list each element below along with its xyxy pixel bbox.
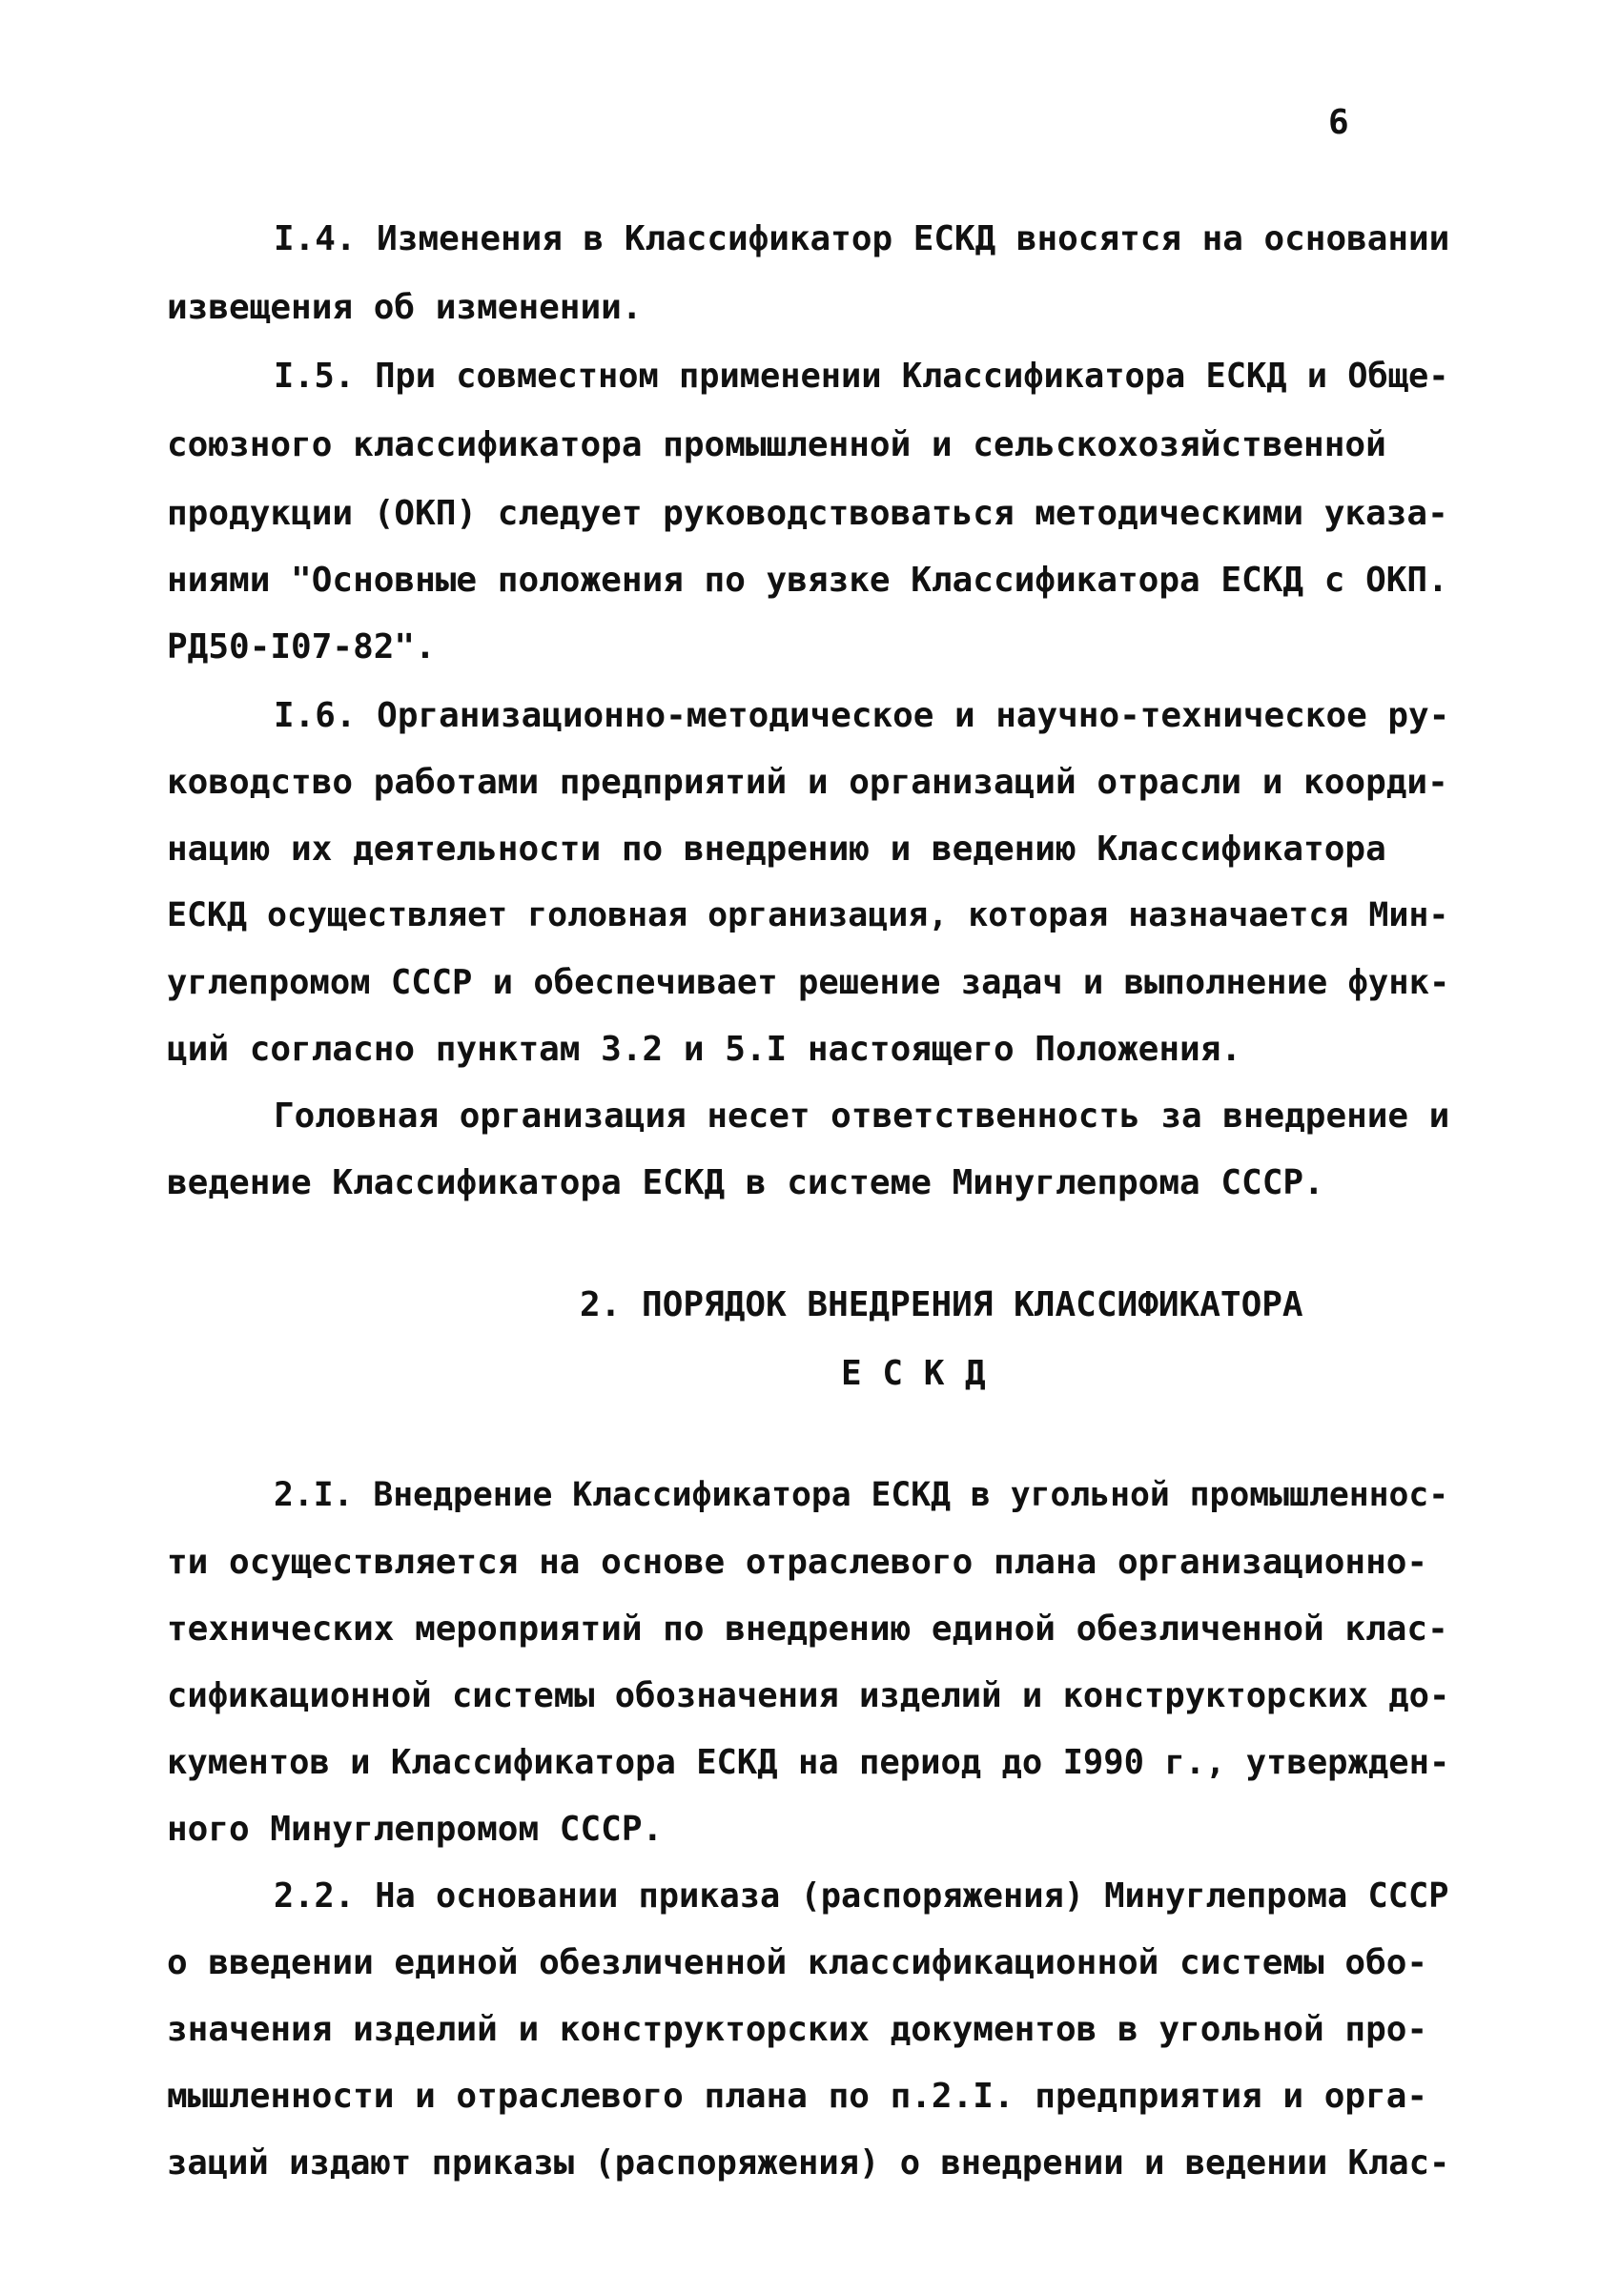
paragraph-2-2-line-1: 2.2. На основании приказа (распоряжения) Минуглепрома СССР (274, 1876, 1449, 1916)
paragraph-2-1-line-1: 2.I. Внедрение Классификатора ЕСКД в угольной промышленнос- (274, 1476, 1449, 1514)
paragraph-2-2-line-5: заций издают приказы (распоряжения) о внедрении и ведении Клас- (167, 2143, 1450, 2183)
paragraph-2-1-line-2: ти осуществляется на основе отраслевого плана организационно- (167, 1543, 1428, 1582)
paragraph-1-5-line-1: I.5. При совместном применении Классификатора ЕСКД и Обще- (274, 357, 1449, 396)
paragraph-2-2-line-2: о введении единой обезличенной классификационной системы обо- (167, 1943, 1428, 1982)
section-heading-line-2: Е С К Д (841, 1354, 986, 1393)
paragraph-1-6-line-4: ЕСКД осуществляет головная организация, которая назначается Мин- (167, 896, 1449, 934)
paragraph-2-2-line-4: мышленности и отраслевого плана по п.2.I. предприятия и орга- (167, 2077, 1428, 2116)
paragraph-2-2-line-3: значения изделий и конструкторских документов в угольной про- (167, 2010, 1428, 2049)
paragraph-1-5-line-5: РД50-I07-82". (167, 627, 436, 666)
page-number: 6 (1328, 103, 1349, 142)
section-heading-line-1: 2. ПОРЯДОК ВНЕДРЕНИЯ КЛАССИФИКАТОРА (580, 1285, 1303, 1324)
paragraph-1-6-line-5: углепромом СССР и обеспечивает решение задач и выполнение функ- (167, 963, 1450, 1002)
paragraph-1-5-line-3: продукции (ОКП) следует руководствоваться методическими указа- (167, 494, 1448, 533)
paragraph-1-6b-line-1: Головная организация несет ответственность за внедрение и (274, 1097, 1450, 1136)
paragraph-2-1-line-5: кументов и Классификатора ЕСКД на период до I990 г., утвержден- (167, 1743, 1450, 1782)
paragraph-1-6b-line-2: ведение Классификатора ЕСКД в системе Минуглепрома СССР. (167, 1163, 1324, 1202)
paragraph-1-5-line-2: союзного классификатора промышленной и сельскохозяйственной (167, 425, 1386, 464)
paragraph-1-4-line-1: I.4. Изменения в Классификатор ЕСКД вносятся на основании (274, 219, 1450, 258)
paragraph-1-5-line-4: ниями "Основные положения по увязке Классификатора ЕСКД с ОКП. (167, 561, 1448, 600)
paragraph-2-1-line-3: технических мероприятий по внедрению единой обезличенной клас- (167, 1609, 1448, 1649)
paragraph-1-4-line-2: извещения об изменении. (167, 288, 643, 327)
paragraph-1-6-line-3: нацию их деятельности по внедрению и ведению Классификатора (167, 830, 1386, 869)
paragraph-1-6-line-1: I.6. Организационно-методическое и научно-техническое ру- (274, 696, 1450, 735)
paragraph-1-6-line-6: ций согласно пунктам 3.2 и 5.I настоящего Положения. (167, 1030, 1242, 1069)
paragraph-2-1-line-6: ного Минуглепромом СССР. (167, 1810, 664, 1849)
paragraph-1-6-line-2: ководство работами предприятий и организаций отрасли и коорди- (167, 763, 1448, 802)
paragraph-2-1-line-4: сификационной системы обозначения изделий и конструкторских до- (167, 1676, 1450, 1715)
